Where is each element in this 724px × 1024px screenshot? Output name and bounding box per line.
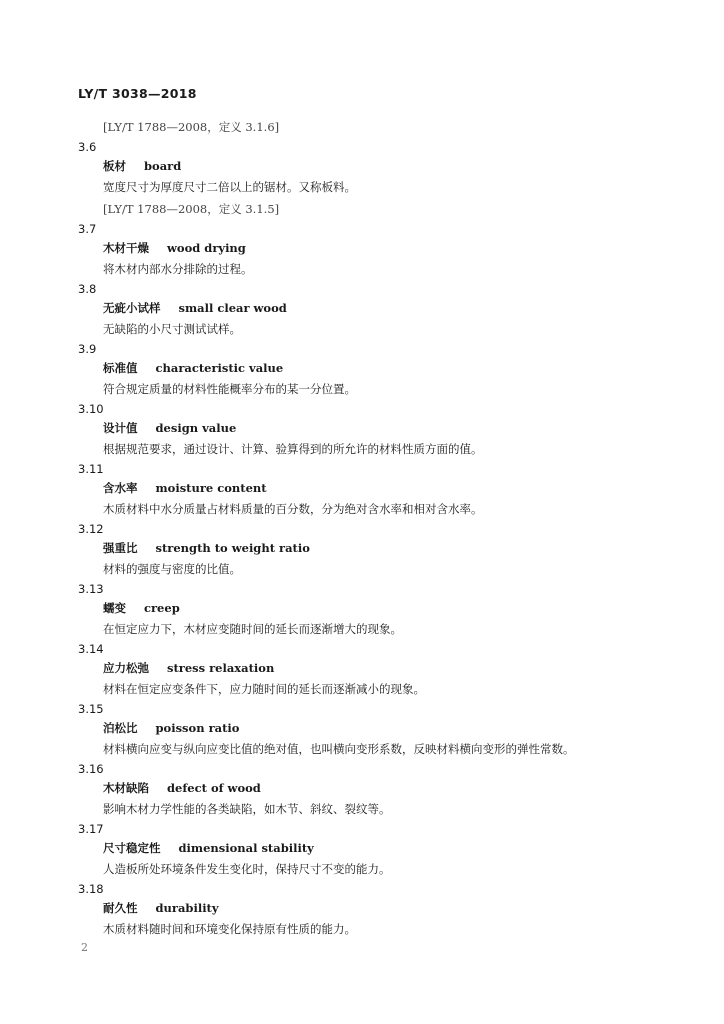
term-chinese-name: 木材缺陷	[103, 781, 149, 795]
term-heading	[103, 838, 724, 859]
term-number: 3.10	[78, 402, 104, 416]
term-heading	[103, 658, 724, 679]
term-entry	[0, 700, 724, 760]
term-number: 3.17	[78, 822, 104, 836]
term-entry	[0, 760, 724, 820]
term-heading	[103, 298, 724, 319]
term-heading	[103, 418, 724, 439]
term-definition: 影响木材力学性能的各类缺陷，如木节、斜纹、裂纹等。	[103, 802, 391, 816]
term-chinese-name: 板材	[103, 159, 126, 173]
term-definition: 材料的强度与密度的比值。	[103, 562, 241, 576]
term-entry	[0, 280, 724, 340]
term-english-name: defect of wood	[167, 781, 261, 795]
term-heading	[103, 156, 724, 177]
term-heading	[103, 718, 724, 739]
term-number: 3.11	[78, 462, 104, 476]
term-chinese-name: 含水率	[103, 481, 138, 495]
term-chinese-name: 木材干燥	[103, 241, 149, 255]
term-definition: 人造板所处环境条件发生变化时，保持尺寸不变的能力。	[103, 862, 391, 876]
term-english-name: moisture content	[155, 481, 267, 495]
term-definition: 将木材内部水分排除的过程。	[103, 262, 253, 276]
term-english-name: small clear wood	[178, 301, 287, 315]
term-number: 3.12	[78, 522, 104, 536]
term-english-name: strength to weight ratio	[155, 541, 310, 555]
term-english-name: poisson ratio	[155, 721, 240, 735]
terms-list	[0, 138, 724, 940]
intro-reference: [LY/T 1788—2008，定义 3.1.6]	[103, 120, 280, 134]
term-entry	[0, 400, 724, 460]
term-english-name: stress relaxation	[167, 661, 275, 675]
term-english-name: creep	[144, 601, 180, 615]
term-number: 3.15	[78, 702, 104, 716]
term-english-name: characteristic value	[155, 361, 284, 375]
term-chinese-name: 耐久性	[103, 901, 138, 915]
term-heading	[103, 598, 724, 619]
term-number: 3.9	[78, 342, 97, 356]
term-number: 3.8	[78, 282, 97, 296]
term-entry	[0, 820, 724, 880]
term-heading	[103, 898, 724, 919]
term-entry	[0, 640, 724, 700]
term-chinese-name: 泊松比	[103, 721, 138, 735]
term-number: 3.18	[78, 882, 104, 896]
term-definition: 木质材料随时间和环境变化保持原有性质的能力。	[103, 922, 356, 936]
page-number: 2	[81, 941, 88, 954]
term-entry	[0, 880, 724, 940]
term-definition: 在恒定应力下，木材应变随时间的延长而逐渐增大的现象。	[103, 622, 402, 636]
term-definition: 木质材料中水分质量占材料质量的百分数，分为绝对含水率和相对含水率。	[103, 502, 483, 516]
term-heading	[103, 238, 724, 259]
terms-content	[0, 116, 724, 940]
term-chinese-name: 强重比	[103, 541, 138, 555]
term-heading	[103, 478, 724, 499]
term-entry	[0, 340, 724, 400]
term-english-name: durability	[155, 901, 219, 915]
term-heading	[103, 778, 724, 799]
term-number: 3.7	[78, 222, 97, 236]
term-english-name: wood drying	[167, 241, 246, 255]
term-chinese-name: 无疵小试样	[103, 301, 161, 315]
term-chinese-name: 标准值	[103, 361, 138, 375]
term-entry	[0, 138, 724, 220]
term-reference: [LY/T 1788—2008，定义 3.1.5]	[103, 202, 280, 216]
term-entry	[0, 580, 724, 640]
term-entry	[0, 460, 724, 520]
term-definition: 符合规定质量的材料性能概率分布的某一分位置。	[103, 382, 356, 396]
term-chinese-name: 尺寸稳定性	[103, 841, 161, 855]
term-entry	[0, 220, 724, 280]
term-english-name: dimensional stability	[178, 841, 314, 855]
term-definition: 根据规范要求，通过设计、计算、验算得到的所允许的材料性质方面的值。	[103, 442, 483, 456]
term-english-name: design value	[155, 421, 237, 435]
term-chinese-name: 设计值	[103, 421, 138, 435]
term-definition: 材料横向应变与纵向应变比值的绝对值，也叫横向变形系数，反映材料横向变形的弹性常数。	[103, 742, 575, 756]
term-number: 3.14	[78, 642, 104, 656]
term-chinese-name: 应力松弛	[103, 661, 149, 675]
term-number: 3.13	[78, 582, 104, 596]
term-definition: 宽度尺寸为厚度尺寸二倍以上的锯材。又称板料。	[103, 180, 356, 194]
term-heading	[103, 358, 724, 379]
term-number: 3.16	[78, 762, 104, 776]
document-header: LY/T 3038—2018	[78, 86, 197, 101]
term-heading	[103, 538, 724, 559]
term-definition: 无缺陷的小尺寸测试试样。	[103, 322, 241, 336]
term-english-name: board	[144, 159, 182, 173]
term-number: 3.6	[78, 140, 97, 154]
term-entry	[0, 520, 724, 580]
term-definition: 材料在恒定应变条件下，应力随时间的延长而逐渐减小的现象。	[103, 682, 425, 696]
term-chinese-name: 蠕变	[103, 601, 126, 615]
